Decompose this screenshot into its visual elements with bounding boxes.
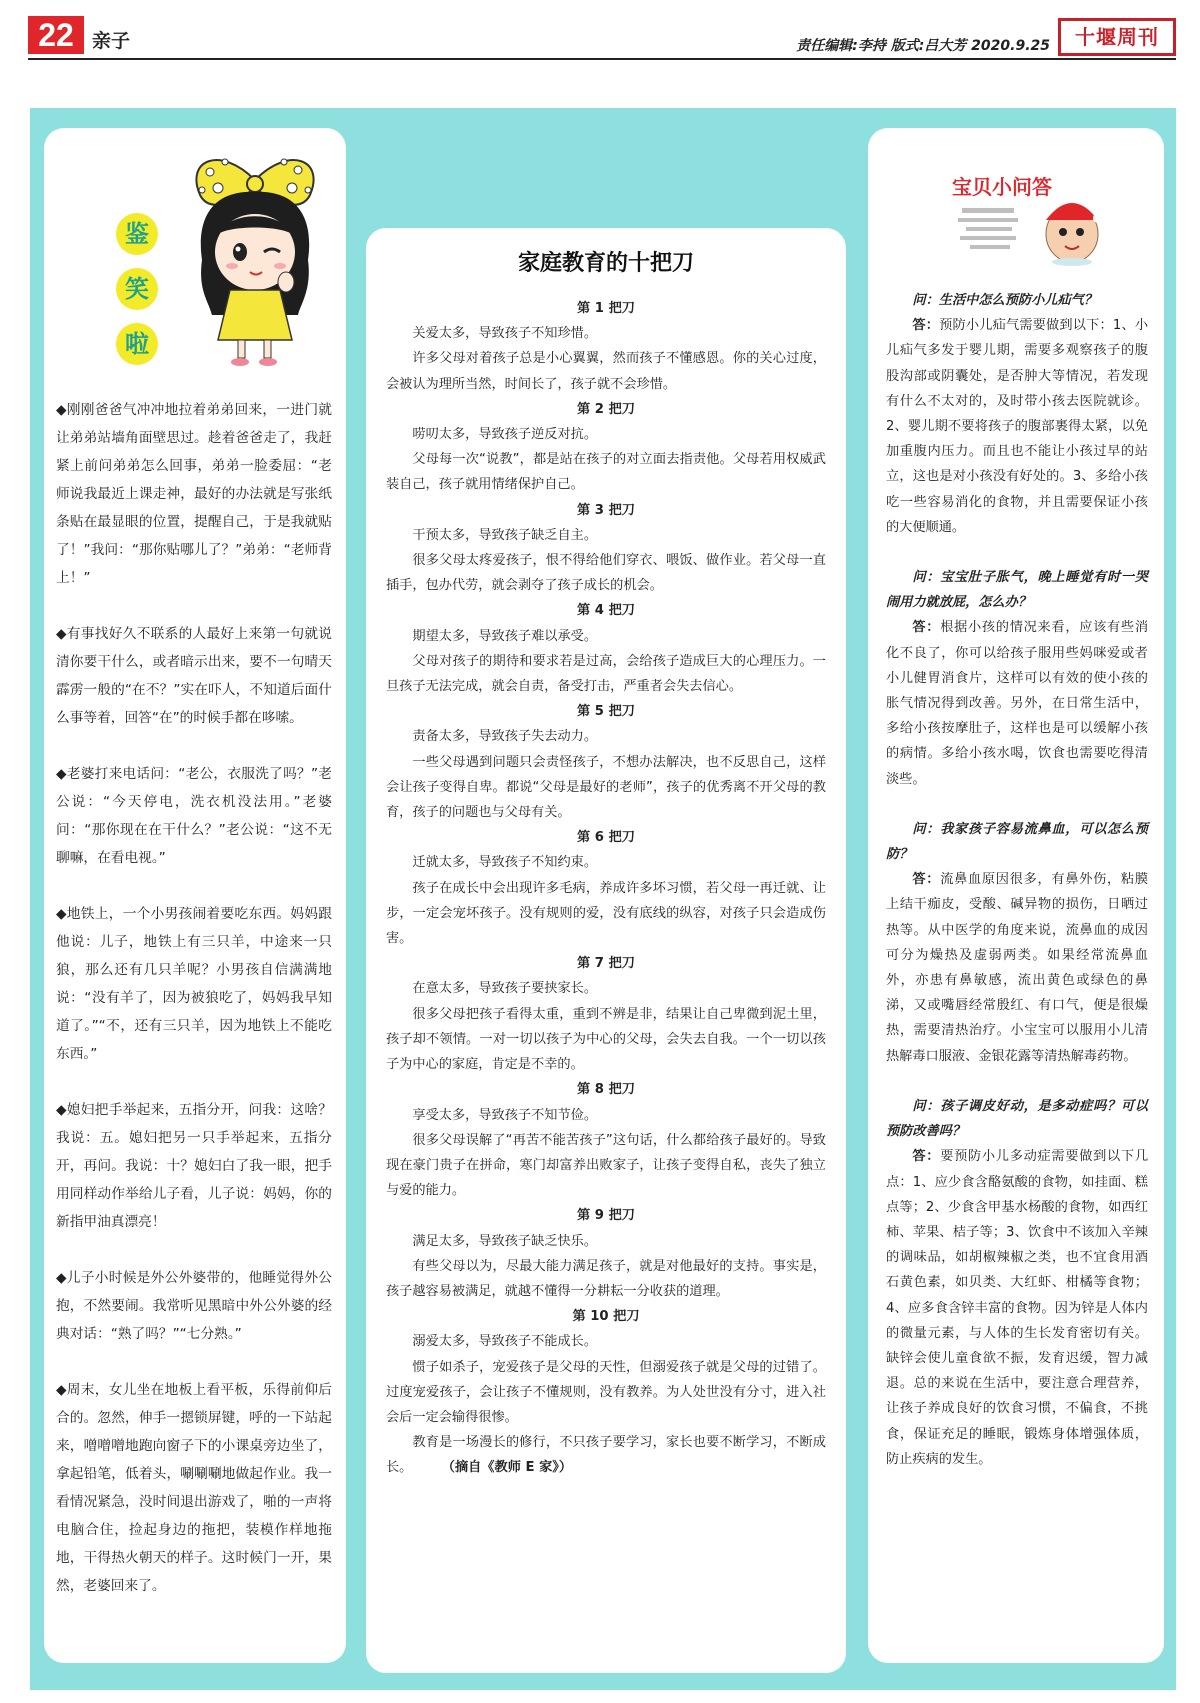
knife-section xyxy=(386,598,826,699)
answer-label: 答： xyxy=(912,620,941,636)
knife-paragraph: 很多父母误解了“再苦不能苦孩子”这句话，什么都给孩子最好的。导致现在豪门贵子在拼命，寒门却富养出败家子，让孩子变得自私，丧失了独立与爱的能力。 xyxy=(386,1132,826,1199)
knife-heading: 第 1 把刀 xyxy=(577,301,635,316)
knife-summary: 关爱太多，导致孩子不知珍惜。 xyxy=(412,326,598,342)
answer-label: 答： xyxy=(912,872,941,888)
question: 问：宝宝肚子胀气，晚上睡觉有时一哭闹用力就放屁，怎么办？ xyxy=(886,570,1148,611)
joke-item: ◆地铁上，一个小男孩闹着要吃东西。妈妈跟他说：儿子，地铁上有三只羊，中途来一只狼，那么还有几只羊呢？小男孩自信满满地说：“没有羊了，因为被狼吃了，妈妈我早知道了。”“不，还有三只羊，因为地铁上不能吃东西。” xyxy=(56,906,332,1062)
knife-section xyxy=(386,296,826,397)
article-source: （摘自《教师 E 家》） xyxy=(448,1460,573,1476)
badge-char-1: 鉴 xyxy=(116,213,158,255)
knife-paragraph: 很多父母太疼爱孩子，恨不得给他们穿衣、喂饭、做作业。若父母一直插手，包办代劳，就会剥夺了孩子成长的机会。 xyxy=(386,553,826,594)
knife-section xyxy=(386,1077,826,1203)
knife-summary: 干预太多，导致孩子缺乏自主。 xyxy=(412,527,598,543)
qa-card xyxy=(868,128,1164,1663)
page-number: 22 xyxy=(28,16,84,54)
knife-heading: 第 6 把刀 xyxy=(577,830,635,846)
content-board xyxy=(30,108,1176,1690)
question: 问：生活中怎么预防小儿疝气？ xyxy=(912,293,1098,308)
knife-section xyxy=(386,1203,826,1304)
knife-summary: 满足太多，导致孩子缺乏快乐。 xyxy=(412,1233,598,1249)
article-title: 家庭教育的十把刀 xyxy=(517,250,694,276)
article-body xyxy=(386,296,826,1481)
knife-summary: 唠叨太多，导致孩子逆反对抗。 xyxy=(412,427,598,443)
knife-heading: 第 2 把刀 xyxy=(577,401,635,417)
qa-list xyxy=(886,288,1148,1472)
knife-paragraph: 有些父母以为，尽最大能力满足孩子，就是对他最好的支持。事实是，孩子越容易被满足，就越不懂得一分耕耘一分收获的道理。 xyxy=(386,1258,826,1299)
joke-item: ◆媳妇把手举起来，五指分开，问我：这啥？我说：五。媳妇把另一只手举起来，五指分开，再问。我说：十？媳妇白了我一眼，把手用同样动作举给儿子看，儿子说：妈妈，你的新指甲油真漂亮！ xyxy=(56,1102,332,1230)
article-conclusion xyxy=(386,1430,826,1480)
knife-section xyxy=(386,1304,826,1430)
joke-item: ◆周末，女儿坐在地板上看平板，乐得前仰后合的。忽然，伸手一摁锁屏键，呼的一下站起来，噌噌噌地跑向窗子下的小课桌旁边坐了，拿起铅笔，低着头，唰唰唰地做起作业。我一看情况紧急，没时间退出游戏了，啪的一声将电脑合住，捡起身边的拖把，装模作样地拖地，干得热火朝天的样子。这时候门一开，果然，老婆回来了。 xyxy=(56,1382,332,1594)
knife-section xyxy=(386,397,826,498)
question: 问：孩子调皮好动，是多动症吗？可以预防改善吗？ xyxy=(886,1098,1148,1140)
knife-heading: 第 10 把刀 xyxy=(572,1309,640,1325)
qa-item xyxy=(886,288,1148,540)
editor-credits: 责任编辑:李持 版式:吕大芳 2020.9.25 xyxy=(796,38,1050,54)
badge-char-2: 笑 xyxy=(116,268,158,310)
knife-summary: 享受太多，导致孩子不知节俭。 xyxy=(412,1107,598,1123)
joke-item: ◆儿子小时候是外公外婆带的，他睡觉得外公抱，不然要闹。我常听见黑暗中外公外婆的经典对话：“熟了吗？”“七分熟。” xyxy=(56,1270,332,1342)
knife-summary: 迁就太多，导致孩子不知约束。 xyxy=(412,855,598,871)
answer-label: 答： xyxy=(912,318,940,334)
knife-heading: 第 8 把刀 xyxy=(577,1082,635,1098)
jokes-card xyxy=(44,128,346,1663)
knife-section xyxy=(386,498,826,599)
knife-section xyxy=(386,951,826,1077)
joke-item: ◆老婆打来电话问：“老公，衣服洗了吗？”老公说：“今天停电，洗衣机没法用。”老婆问：“那你现在在干什么？”老公说：“这不无聊嘛，在看电视。” xyxy=(56,766,332,866)
answer xyxy=(886,867,1148,1069)
baby-qa-banner xyxy=(912,146,1136,266)
banner-title: 宝贝小问答 xyxy=(952,175,1052,199)
answer-label: 答： xyxy=(912,1149,941,1165)
header-rule xyxy=(28,58,1176,60)
qa-item xyxy=(886,1094,1148,1472)
answer-text: 根据小孩的情况来看，应该有些消化不良了，你可以给孩子服用些妈咪爱或者小儿健胃消食片，这样可以有效的使小孩的胀气情况得到改善。另外，在日常生活中，多给小孩按摩肚子，这样也是可以缓解小孩的病情。多给小孩水喝，饮食也需要吃得清淡些。 xyxy=(886,620,1149,787)
cartoon-girl-illustration xyxy=(180,140,330,368)
answer xyxy=(886,615,1148,791)
knife-paragraph: 父母每一次“说教”，都是站在孩子的对立面去指责他。父母若用权威武装自己，孩子就用情绪保护自己。 xyxy=(386,452,826,493)
article-card xyxy=(366,228,846,1673)
knife-section xyxy=(386,699,826,825)
knife-heading: 第 4 把刀 xyxy=(577,603,635,619)
page-header xyxy=(28,16,1176,58)
knife-summary: 责备太多，导致孩子失去动力。 xyxy=(412,729,598,745)
qa-item xyxy=(886,565,1148,792)
knife-paragraph: 惯子如杀子，宠爱孩子是父母的天性，但溺爱孩子就是父母的过错了。过度宠爱孩子，会让孩子不懂规则，没有教养。为人处世没有分寸，进入社会后一定会输得很惨。 xyxy=(386,1359,826,1425)
answer-text: 流鼻血原因很多，有鼻外伤，粘膜上结干痂皮，受酸、碱异物的损伤，日晒过热等。从中医学的角度来说，流鼻血的成因可分为燥热及虚弱两类。如果经常流鼻血外，亦患有鼻敏感，流出黄色或绿色的鼻涕，又或嘴唇经常殷红、有口气，便是很燥热，需要清热治疗。小宝宝可以服用小儿清热解毒口服液、金银花露等清热解毒药物。 xyxy=(886,872,1149,1064)
answer-text: 要预防小儿多动症需要做到以下几点：1、应少食含酪氨酸的食物，如挂面、糕点等；2、少食含甲基水杨酸的食物，如西红柿、苹果、桔子等；3、饮食中不该加入辛辣的调味品，如胡椒辣椒之类，也不宜食用酒石黄色素，如贝类、大红虾、柑橘等食物；4、应多食含锌丰富的食物。因为锌是人体内的微量元素，与人体的生长发育密切有关。缺锌会使儿童食欲不振，发育迟缓，智力减退。总的来说在生活中，要注意合理营养，让孩子养成良好的饮食习惯，不偏食，不挑食，保证充足的睡眠，锻炼身体增强体质，防止疾病的发生。 xyxy=(886,1149,1149,1467)
answer-text: 预防小儿疝气需要做到以下：1、小儿疝气多发于婴儿期，需要多观察孩子的腹股沟部或阴囊处，是否肿大等情况，若发现有什么不太对的，及时带小孩去医院就诊。2、婴儿期不要将孩子的腹部裹得太紧，以免加重腹内压力。而且也不能让小孩过早的站立，这也是对小孩没有好处的。3、多给小孩吃一些容易消化的食物，并且需要保证小孩的大便顺通。 xyxy=(886,318,1149,535)
knife-paragraph: 一些父母遇到问题只会责怪孩子，不想办法解决，也不反思自己，这样会让孩子变得自卑。都说“父母是最好的老师”，孩子的优秀离不开父母的教育，孩子的问题也与父母有关。 xyxy=(386,754,826,821)
knife-paragraph: 许多父母对着孩子总是小心翼翼，然而孩子不懂感恩。你的关心过度，会被认为理所当然，时间长了，孩子就不会珍惜。 xyxy=(386,351,826,392)
knife-summary: 溺爱太多，导致孩子不能成长。 xyxy=(412,1334,598,1350)
qa-item xyxy=(886,817,1148,1069)
question: 问：我家孩子容易流鼻血，可以怎么预防？ xyxy=(886,821,1148,863)
masthead-logo: 十堰周刊 xyxy=(1058,18,1176,56)
knife-section xyxy=(386,825,826,951)
answer xyxy=(886,313,1148,540)
section-name: 亲子 xyxy=(92,30,131,52)
jokes-list xyxy=(56,396,332,1600)
knife-summary: 在意太多，导致孩子要挟家长。 xyxy=(412,981,598,997)
joke-item: ◆有事找好久不联系的人最好上来第一句就说清你要干什么，或者暗示出来，要不一句晴天霹雳一般的“在不？”实在吓人，不知道后面什么事等着，回答“在”的时候手都在哆嗦。 xyxy=(56,626,332,726)
conclusion-text: 教育是一场漫长的修行，不只孩子要学习，家长也要不断学习，不断成长。 xyxy=(386,1435,826,1476)
knife-heading: 第 9 把刀 xyxy=(577,1208,635,1224)
knife-paragraph: 很多父母把孩子看得太重，重到不辨是非，结果让自己卑微到泥土里，孩子却不领情。一对一切以孩子为中心的父母，会失去自我。一个一切以孩子为中心的家庭，肯定是不幸的。 xyxy=(386,1006,826,1073)
answer xyxy=(886,1144,1148,1472)
knife-paragraph: 孩子在成长中会出现许多毛病，养成许多坏习惯，若父母一再迁就、让步，一定会宠坏孩子。没有规则的爱，没有底线的纵容，对孩子只会造成伤害。 xyxy=(386,880,826,947)
badge-char-3: 啦 xyxy=(116,323,158,365)
joke-item: ◆刚刚爸爸气冲冲地拉着弟弟回来，一进门就让弟弟站墙角面壁思过。趁着爸爸走了，我赶紧上前问弟弟怎么回事，弟弟一脸委屈：“老师说我最近上课走神，最好的办法就是写张纸条贴在最显眼的位置，提醒自己，于是我就贴了！”我问：“那你贴哪儿了？”弟弟：“老师背上！” xyxy=(56,402,332,586)
knife-heading: 第 3 把刀 xyxy=(577,502,635,518)
knife-summary: 期望太多，导致孩子难以承受。 xyxy=(412,628,598,644)
knife-paragraph: 父母对孩子的期待和要求若是过高，会给孩子造成巨大的心理压力。一旦孩子无法完成，就会自责，备受打击，严重者会失去信心。 xyxy=(386,653,826,695)
knife-heading: 第 7 把刀 xyxy=(577,956,635,972)
knife-heading: 第 5 把刀 xyxy=(577,704,635,720)
